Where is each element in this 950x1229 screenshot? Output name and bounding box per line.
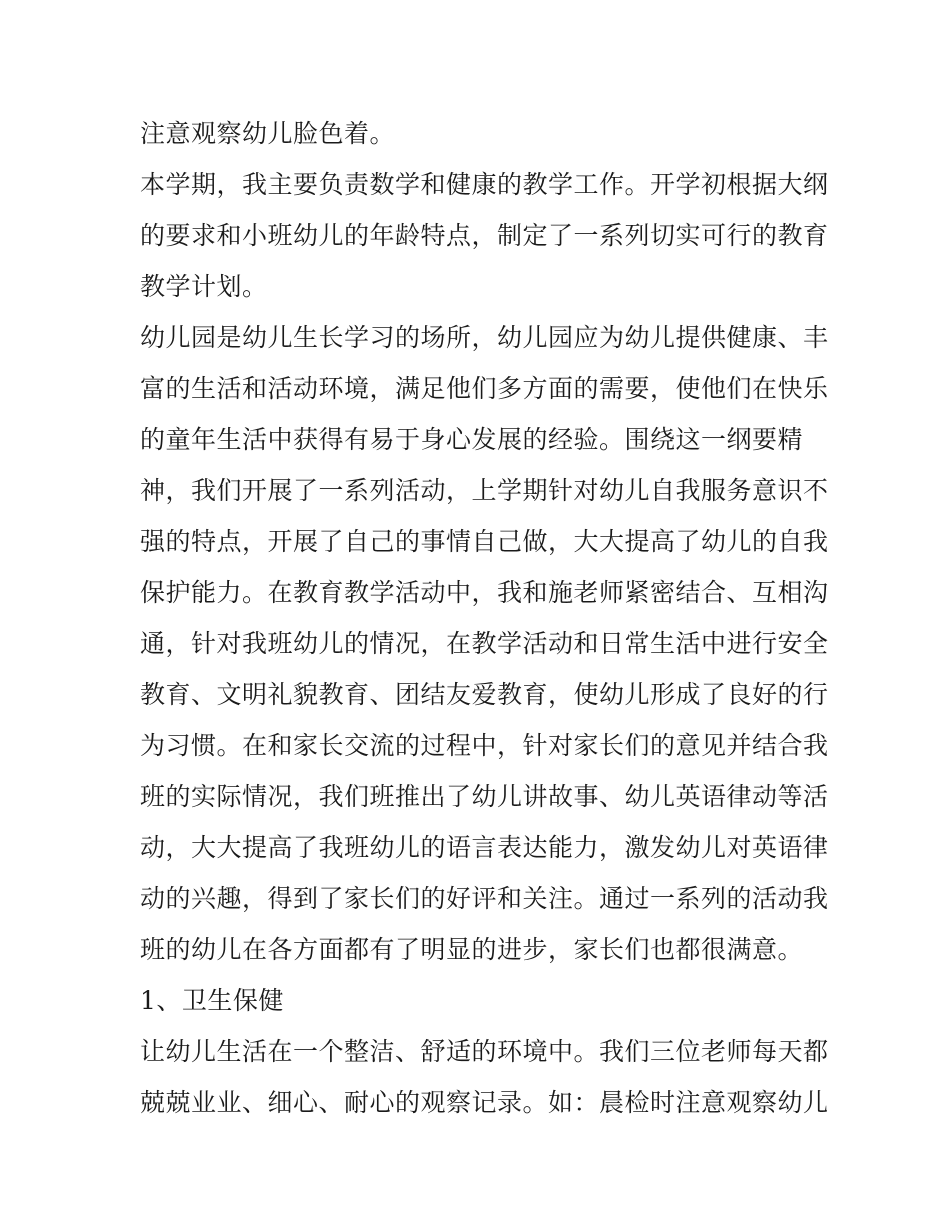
text-line: 富的生活和活动环境，满足他们多方面的需要，使他们在快乐 [140, 374, 829, 403]
text-line: 幼儿园是幼儿生长学习的场所，幼儿园应为幼儿提供健康、丰 [140, 323, 829, 352]
text-line: 动的兴趣，得到了家长们的好评和关注。通过一系列的活动我 [140, 884, 829, 913]
text-line: 教学计划。 [140, 272, 268, 301]
text-line: 兢兢业业、细心、耐心的观察记录。如：晨检时注意观察幼儿 [140, 1088, 829, 1117]
text-line: 班的实际情况，我们班推出了幼儿讲故事、幼儿英语律动等活 [140, 782, 829, 811]
text-line: 保护能力。在教育教学活动中，我和施老师紧密结合、互相沟 [140, 578, 829, 607]
section-heading: 1、卫生保健 [140, 986, 284, 1015]
text-line: 动，大大提高了我班幼儿的语言表达能力，激发幼儿对英语律 [140, 833, 829, 862]
text-line: 注意观察幼儿脸色着。 [140, 119, 396, 148]
text-line: 通，针对我班幼儿的情况，在教学活动和日常生活中进行安全 [140, 629, 829, 658]
text-line: 班的幼儿在各方面都有了明显的进步，家长们也都很满意。 [140, 935, 804, 964]
document-body [140, 108, 829, 1128]
text-line: 神，我们开展了一系列活动，上学期针对幼儿自我服务意识不 [140, 476, 829, 505]
text-line: 的童年生活中获得有易于身心发展的经验。围绕这一纲要精 [140, 425, 804, 454]
text-line: 强的特点，开展了自己的事情自己做，大大提高了幼儿的自我 [140, 527, 829, 556]
text-line: 让幼儿生活在一个整洁、舒适的环境中。我们三位老师每天都 [140, 1037, 829, 1066]
text-line: 本学期，我主要负责数学和健康的教学工作。开学初根据大纲 [140, 170, 829, 199]
text-line: 的要求和小班幼儿的年龄特点，制定了一系列切实可行的教育 [140, 221, 829, 250]
text-line: 为习惯。在和家长交流的过程中，针对家长们的意见并结合我 [140, 731, 829, 760]
text-line: 教育、文明礼貌教育、团结友爱教育，使幼儿形成了良好的行 [140, 680, 829, 709]
